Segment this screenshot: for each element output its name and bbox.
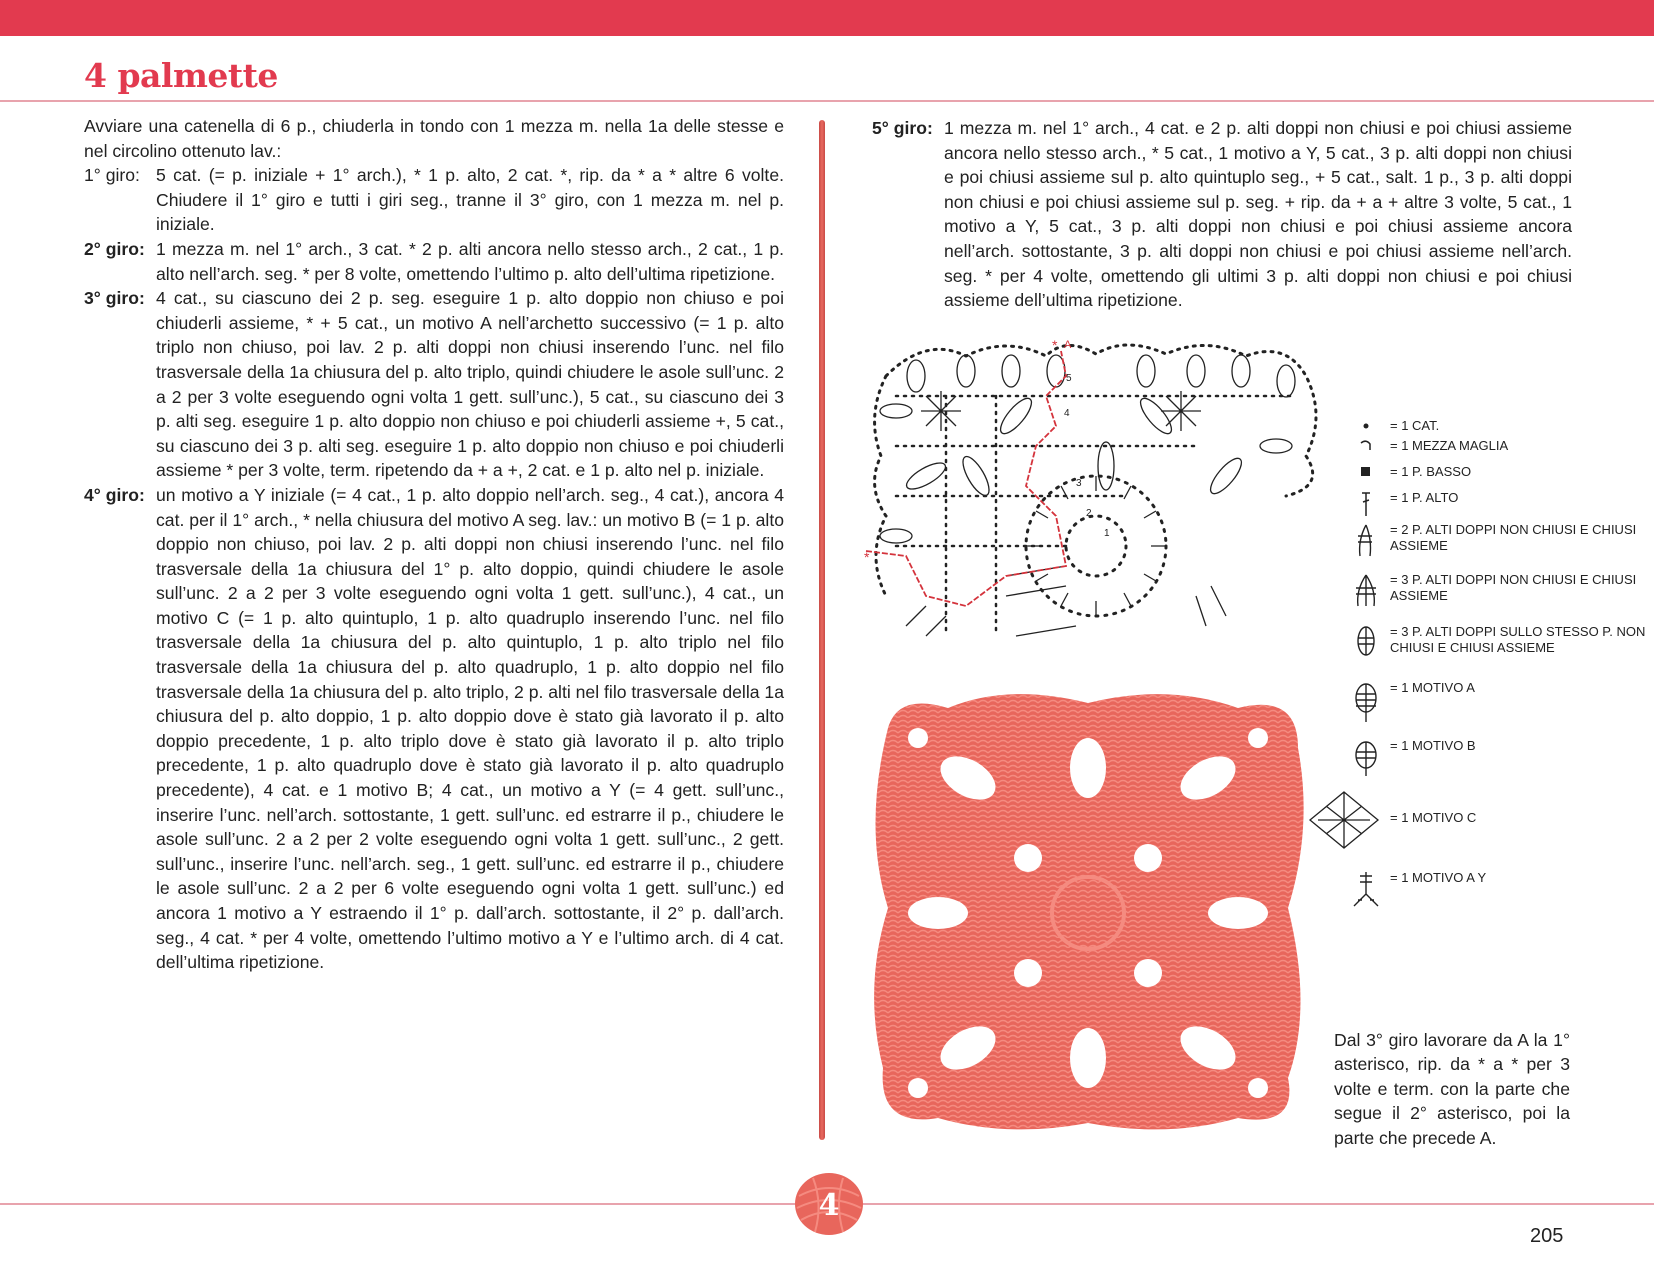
cluster-leaf	[1137, 355, 1155, 387]
round-5	[872, 116, 1572, 313]
double-crochet-icon	[1350, 490, 1382, 518]
motif-c-grid	[921, 391, 1201, 431]
cluster-leaf	[907, 360, 925, 392]
top-color-bar	[0, 0, 1654, 36]
legend-item	[1350, 810, 1476, 858]
marker-star: *	[1052, 337, 1058, 353]
legend-item	[1350, 624, 1650, 672]
round-text: 1 mezza m. nel 1° arch., 3 cat. * 2 p. alti ancora nello stesso arch., 2 cat., 1 p. alto nell’arch. seg. * per 8 volte, omettendo l’ultimo p. alto dell’ultima ripetizione.	[156, 238, 784, 284]
lace-hole	[1014, 959, 1042, 987]
round-label: 4° giro:	[84, 484, 145, 505]
cluster-leaf	[996, 394, 1037, 438]
legend-text: = 1 P. BASSO	[1390, 464, 1472, 479]
round-label: 1° giro:	[84, 165, 140, 186]
cluster-leaf	[958, 453, 994, 499]
legend-text: = 1 MOTIVO A	[1390, 680, 1475, 695]
single-crochet-icon	[1350, 464, 1382, 480]
round-label: 2° giro:	[84, 238, 145, 259]
lace-hole	[1070, 1028, 1106, 1088]
legend-text: = 1 MOTIVO B	[1390, 738, 1476, 753]
chapter-number: 4	[818, 1188, 840, 1223]
stitch-ticks	[906, 566, 1226, 636]
slip-stitch-icon	[1350, 438, 1382, 454]
round-text: 1 mezza m. nel 1° arch., 4 cat. e 2 p. alti doppi non chiusi e poi chiusi assieme ancora nello stesso arch., * 5 cat., 1 motivo a Y, 5 cat., 3 p. alti doppi non chiusi e poi chiusi assieme sul p. alto quintuplo seg., + 5 cat., salt. 1 p., 3 p. alti doppi non chiusi e poi chiusi assieme sul p. seg. + rip. da + a + altre 3 volte, 5 cat., 1 motivo a Y, 5 cat., 3 p. alti doppi non chiusi e poi chiusi assieme ancora nell’arch. sottostante, 3 p. alti doppi non chiusi e poi chiusi assieme nell’arch. seg. * per 4 volte, omettendo gli ultimi 3 p. alti doppi non chiusi e poi chiusi assieme dell’ultima ripetizione.	[944, 118, 1572, 311]
legend-text: = 1 MOTIVO C	[1390, 810, 1477, 825]
round-4	[84, 483, 784, 975]
two-treble-cluster-icon	[1350, 522, 1382, 558]
legend-item	[1350, 870, 1486, 918]
cluster-leaf	[903, 458, 949, 494]
round-text: 4 cat., su ciascuno dei 2 p. seg. eseguire 1 p. alto doppio non chiuso e poi chiuderli assieme, * + 5 cat., un motivo A nell’archetto successivo (= 1 p. alto triplo non chiuso, poi lav. 2 p. alti doppi non chiusi inserendo l’unc. nel filo trasversale della 1a chiusura del p. alto triplo, quindi chiudere le asole sull’unc. 2 a 2 per 3 volte eseguendo ogni volta 1 gett. sull’unc.), 5 cat., su ciascuno dei 3 p. alti seg. eseguire 1 p. alto doppio non chiuso e poi chiuderli assieme +, 5 cat., su ciascuno dei 3 p. alti seg. eseguire 1 p. alto doppio non chiuso e poi chiuderli assieme * per 3 volte, term. ripetendo da + a +, 2 cat. e 1 p. alto nel p. iniziale.	[156, 288, 784, 481]
cluster-leaf	[1260, 439, 1292, 453]
lace-hole	[1014, 844, 1042, 872]
legend-text: = 3 P. ALTI DOPPI SULLO STESSO P. NON CHIUSI E CHIUSI ASSIEME	[1390, 624, 1646, 655]
marker-5: 5	[1066, 373, 1072, 384]
legend-text: = 3 P. ALTI DOPPI NON CHIUSI E CHIUSI ASSIEME	[1390, 572, 1637, 603]
cluster-leaf	[1187, 355, 1205, 387]
cluster-leaf	[880, 404, 912, 418]
page-number: 205	[1530, 1225, 1564, 1247]
lace-hole	[1208, 897, 1268, 929]
three-treble-same-st-icon	[1350, 624, 1382, 660]
legend-item	[1350, 680, 1475, 728]
cluster-leaf	[1098, 442, 1114, 490]
cluster-leaf	[1232, 355, 1250, 387]
crochet-chart	[866, 336, 1326, 676]
cluster-leaf	[1002, 355, 1020, 387]
legend-text: = 1 CAT.	[1390, 418, 1440, 433]
lace-hole	[1248, 1078, 1268, 1098]
marker-4: 4	[1064, 408, 1070, 419]
legend-item	[1350, 738, 1476, 786]
instructions-column	[84, 114, 784, 975]
round-2	[84, 237, 784, 286]
round-1	[84, 163, 784, 237]
chain-grid	[896, 396, 1296, 636]
round-text: un motivo a Y iniziale (= 4 cat., 1 p. alto doppio nell’arch. seg., 4 cat.), ancora 4 cat. per il 1° arch., * nella chiusura del motivo A seg. lav.: un motivo B (= 1 p. alto doppio non chiuso, poi lav. 2 p. alti doppi non chiusi inserendo l’unc. nel filo trasversale della 1a chiusura del 1° p. alto doppio, quindi chiudere le asole sull’unc. 2 a 2 per 3 volte eseguendo ogni volta 1 gett. sull’unc.), 4 cat., un motivo C (= 1 p. alto quintuplo, 1 p. alto quadruplo inserendo l’unc. nel filo trasversale della 1a chiusura del p. alto quintuplo, 1 p. alto triplo nel filo trasversale della 1a chiusura del p. alto quadruplo, 1 p. alto doppio nel filo trasversale della 1a chiusura del p. alto triplo, 2 p. alti nel filo trasversale della 1a chiusura del p. alto doppio, 1 p. alto doppio dove è stato già lavorato il p. alto doppio precedente, 1 p. alto triplo dove è stato già lavorato il p. alto triplo precedente, 1 p. alto quadruplo dove è stato già lavorato il p. alto quadruplo precedente), 4 cat. e 1 motivo B; 4 cat., un motivo a Y (= 4 gett. sull’unc., inserire l’unc. nell’arch. sottostante, 1 gett. sull’unc. ed estrarre il p., chiudere le asole sull’unc. 2 a 2 per 2 volte eseguendo ogni volta 1 gett. sull’unc., 2 gett. sull’unc., inserire l’unc. nell’arch. seg., 1 gett. sull’unc. ed estrarre il p., chiudere le asole sull’unc. 2 a 2 per 6 volte eseguendo ogni volta 1 gett. sull’unc.) ed ancora 1 motivo a Y estraendo il 1° p. dall’arch. sottostante, il 2° p. dall’arch. seg., 4 cat. * per 4 volte, omettendo l’ultimo motivo a Y e l’ultimo arch. di 4 cat. dell’ultima ripetizione.	[156, 484, 784, 973]
dot-icon	[1350, 418, 1382, 434]
legend-item	[1350, 572, 1650, 620]
lace-hole	[1134, 959, 1162, 987]
legend-text: = 1 MOTIVO A Y	[1390, 870, 1487, 885]
round-label: 3° giro:	[84, 288, 145, 309]
legend-item	[1350, 522, 1650, 570]
motif-a-icon	[1350, 680, 1382, 724]
marker-star: *	[864, 549, 870, 565]
round-text: 5 cat. (= p. iniziale + 1° arch.), * 1 p. alto, 2 cat. *, rip. da * a * altre 6 volte. Chiudere il 1° giro e tutti i giri seg., tranne il 3° giro, con 1 mezza m. nel p. iniziale.	[156, 165, 784, 235]
yarn-divider	[819, 120, 825, 1140]
lace-hole	[1248, 728, 1268, 748]
legend-text: = 1 P. ALTO	[1390, 490, 1459, 505]
motif-b-icon	[1350, 738, 1382, 778]
round-label: 5° giro:	[872, 118, 933, 138]
lace-hole	[908, 1078, 928, 1098]
cluster-leaf	[1277, 365, 1295, 397]
motif-c-icon	[1306, 790, 1382, 850]
cluster-leaf	[957, 355, 975, 387]
marker-a: A	[1064, 339, 1072, 351]
lace-hole	[1134, 844, 1162, 872]
cluster-leaf	[880, 529, 912, 543]
intro-text: Avviare una catenella di 6 p., chiuderla in tondo con 1 mezza m. nella 1a delle stesse e nel circolino ottenuto lav.:	[84, 116, 784, 161]
marker-3: 3	[1076, 478, 1082, 489]
page-title: 4 palmette	[84, 56, 278, 95]
lace-hole	[908, 897, 968, 929]
three-treble-cluster-icon	[1350, 572, 1382, 608]
crochet-sample-photo	[858, 688, 1318, 1138]
round-3	[84, 286, 784, 483]
start-path	[866, 351, 1066, 606]
marker-2: 2	[1086, 508, 1092, 519]
title-divider	[0, 100, 1654, 102]
legend-text: = 1 MEZZA MAGLIA	[1390, 438, 1509, 453]
cluster-leaf	[1206, 454, 1247, 498]
yarn-ball-icon	[793, 1170, 865, 1236]
center-ring	[1066, 516, 1126, 576]
lace-hole	[1070, 738, 1106, 798]
chart-note: Dal 3° giro lavorare da A la 1° asterisco, rip. da * a * per 3 volte e term. con la parte che segue il 2° asterisco, poi la parte che precede A.	[1334, 1029, 1570, 1148]
lace-hole	[908, 728, 928, 748]
legend-text: = 2 P. ALTI DOPPI NON CHIUSI E CHIUSI ASSIEME	[1390, 522, 1637, 553]
motif-y-icon	[1350, 870, 1382, 910]
marker-1: 1	[1104, 528, 1110, 539]
